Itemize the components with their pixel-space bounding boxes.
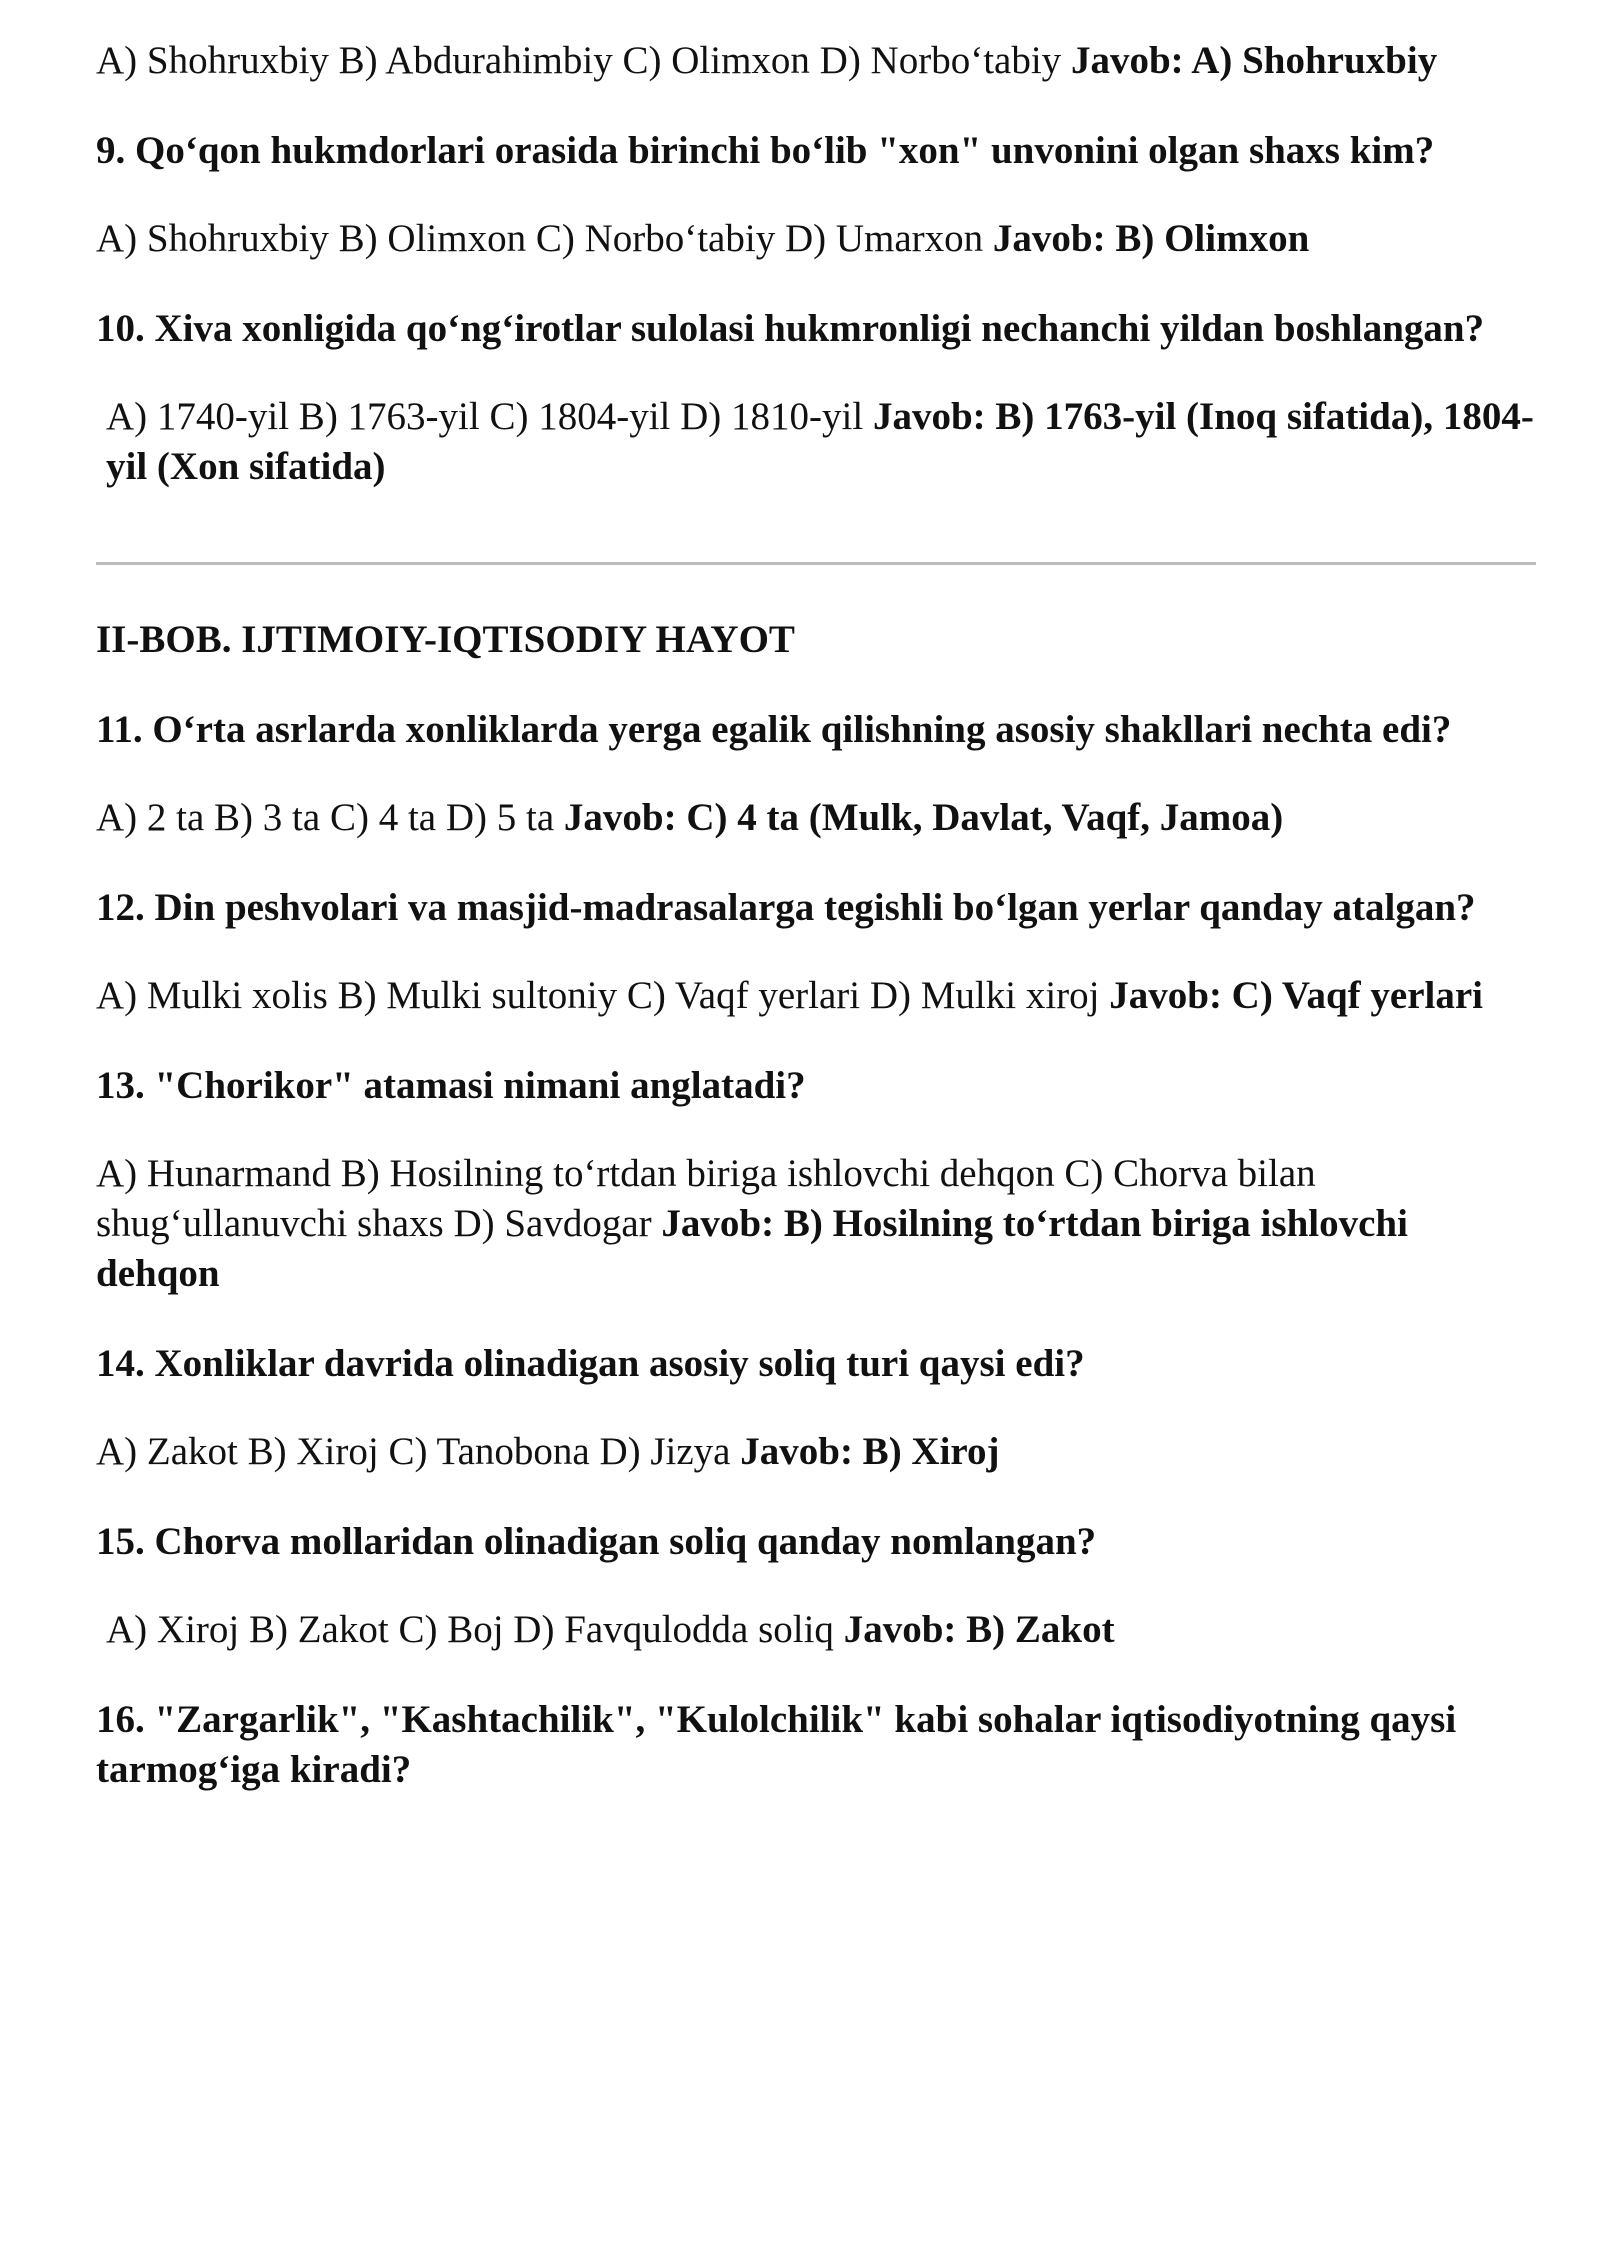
answer-key: Javob: B) Olimxon: [992, 217, 1310, 260]
question-heading: 15. Chorva mollaridan olinadigan soliq qanday nomlangan?: [96, 1520, 1097, 1563]
question-heading: 16. "Zargarlik", "Kashtachilik", "Kulolchilik" kabi sohalar iqtisodiyotning qaysi tarmog‘iga kiradi?: [96, 1698, 1457, 1791]
answer-options: A) Shohruxbiy B) Abdurahimbiy C) Olimxon D) Norbo‘tabiy: [96, 39, 1071, 82]
question-heading: 14. Xonliklar davrida olinadigan asosiy soliq turi qaysi edi?: [96, 1342, 1085, 1385]
chapter-heading: II-BOB. IJTIMOIY-IQTISODIY HAYOT: [96, 618, 795, 661]
question-heading: 12. Din peshvolari va masjid-madrasalarga tegishli bo‘lgan yerlar qanday atalgan?: [96, 886, 1476, 929]
answer-key: Javob: C) 4 ta (Mulk, Davlat, Vaqf, Jamoa): [563, 796, 1284, 839]
answer-key: Javob: B) Xiroj: [740, 1430, 1000, 1473]
answer-line: [96, 793, 1536, 843]
answer-options: A) Hunarmand B) Hosilning to‘rtdan biriga ishlovchi dehqon C) Chorva bilan shug‘ullanuvchi shaxs D) Savdogar: [96, 1152, 1316, 1245]
answer-options: A) Shohruxbiy B) Olimxon C) Norbo‘tabiy D) Umarxon: [96, 217, 993, 260]
question-heading: 9. Qo‘qon hukmdorlari orasida birinchi bo‘lib "xon" unvonini olgan shaxs kim?: [96, 129, 1435, 172]
question-heading: 13. "Chorikor" atamasi nimani anglatadi?: [96, 1064, 806, 1107]
answer-key: Javob: C) Vaqf yerlari: [1109, 974, 1483, 1017]
answer-options: A) 1740-yil B) 1763-yil C) 1804-yil D) 1810-yil: [106, 395, 873, 438]
answer-key: Javob: B) Hosilning to‘rtdan biriga ishlovchi dehqon: [96, 1202, 1408, 1295]
answer-options: A) 2 ta B) 3 ta C) 4 ta D) 5 ta: [96, 796, 564, 839]
answer-options: A) Xiroj B) Zakot C) Boj D) Favqulodda soliq: [106, 1608, 844, 1651]
answer-line: [96, 214, 1536, 264]
answer-key: Javob: B) 1763-yil (Inoq sifatida), 1804-yil (Xon sifatida): [106, 395, 1534, 488]
answer-line: [96, 36, 1536, 86]
section-divider: [96, 562, 1536, 565]
question-heading: 10. Xiva xonligida qo‘ng‘irotlar sulolasi hukmronligi nechanchi yildan boshlangan?: [96, 307, 1485, 350]
answer-line: [96, 1149, 1536, 1299]
answer-key: Javob: A) Shohruxbiy: [1070, 39, 1438, 82]
answer-line: [96, 971, 1536, 1021]
answer-line: [96, 1605, 1536, 1655]
answer-line: [96, 392, 1536, 492]
answer-line: [96, 1427, 1536, 1477]
answer-options: A) Mulki xolis B) Mulki sultoniy C) Vaqf yerlari D) Mulki xiroj: [96, 974, 1110, 1017]
answer-options: A) Zakot B) Xiroj C) Tanobona D) Jizya: [96, 1430, 741, 1473]
answer-key: Javob: B) Zakot: [843, 1608, 1115, 1651]
question-heading: 11. O‘rta asrlarda xonliklarda yerga egalik qilishning asosiy shakllari nechta edi?: [96, 708, 1452, 751]
document-page: [96, 36, 1536, 1795]
